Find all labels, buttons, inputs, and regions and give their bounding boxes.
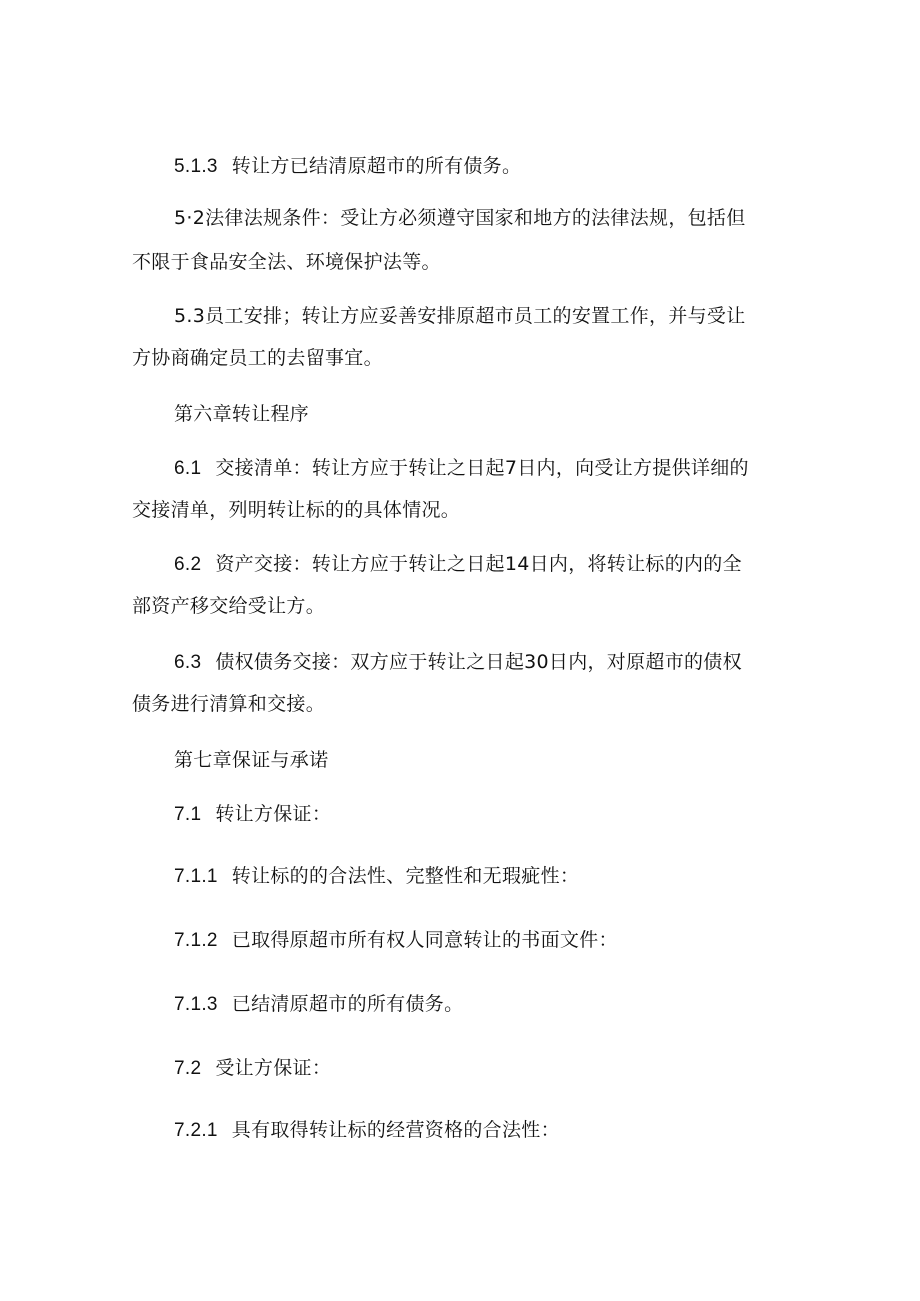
clause-5-1-3 xyxy=(174,154,521,179)
clause-text: 转让方已结清原超市的所有债务。 xyxy=(231,155,522,177)
clause-number: 6.3 xyxy=(174,652,202,673)
clause-6-3-line-2: 债务进行清算和交接。 xyxy=(132,693,326,715)
clause-6-2-line-1 xyxy=(174,552,742,577)
clause-number: 7.2 xyxy=(174,1058,202,1079)
clause-number: 6.1 xyxy=(174,458,202,479)
clause-number: 7.1.2 xyxy=(174,930,218,951)
clause-7-2 xyxy=(174,1056,331,1081)
clause-7-1 xyxy=(174,802,331,827)
clause-text: 已取得原超市所有权人同意转让的书面文件： xyxy=(231,929,618,951)
clause-6-2-line-2: 部资产移交给受让方。 xyxy=(132,595,326,617)
chapter-6-heading: 第六章转让程序 xyxy=(174,403,310,425)
clause-number: 7.2.1 xyxy=(174,1120,218,1141)
clause-5-3-line-2: 方协商确定员工的去留事宜。 xyxy=(132,347,383,369)
clause-6-1-line-1 xyxy=(174,456,749,481)
clause-number: 7.1 xyxy=(174,804,202,825)
clause-text: 交接清单：转让方应于转让之日起7日内，向受让方提供详细的 xyxy=(215,457,749,479)
clause-5-2-line-1: 5·2法律法规条件：受让方必须遵守国家和地方的法律法规，包括但 xyxy=(174,207,746,229)
clause-number: 7.1.3 xyxy=(174,994,218,1015)
clause-text: 受让方保证： xyxy=(215,1057,332,1079)
clause-number: 7.1.1 xyxy=(174,866,218,887)
clause-7-2-1 xyxy=(174,1118,560,1143)
clause-number: 6.2 xyxy=(174,554,202,575)
clause-text: 转让方保证： xyxy=(215,803,332,825)
clause-6-1-line-2: 交接清单，列明转让标的的具体情况。 xyxy=(132,499,461,521)
clause-5-2-line-2: 不限于食品安全法、环境保护法等。 xyxy=(132,251,441,273)
clause-text: 具有取得转让标的经营资格的合法性： xyxy=(231,1119,560,1141)
clause-7-1-3 xyxy=(174,992,463,1017)
clause-text: 债权债务交接：双方应于转让之日起30日内，对原超市的债权 xyxy=(215,651,742,673)
chapter-7-heading: 第七章保证与承诺 xyxy=(174,749,329,771)
clause-7-1-2 xyxy=(174,928,618,953)
clause-text: 资产交接：转让方应于转让之日起14日内，将转让标的内的全 xyxy=(215,553,742,575)
clause-number: 5.1.3 xyxy=(174,156,218,177)
clause-text: 转让标的的合法性、完整性和无瑕疵性： xyxy=(231,865,580,887)
clause-text: 已结清原超市的所有债务。 xyxy=(231,993,464,1015)
clause-6-3-line-1 xyxy=(174,650,742,675)
clause-5-3-line-1: 5.3员工安排；转让方应妥善安排原超市员工的安置工作，并与受让 xyxy=(174,305,746,327)
clause-7-1-1 xyxy=(174,864,579,889)
